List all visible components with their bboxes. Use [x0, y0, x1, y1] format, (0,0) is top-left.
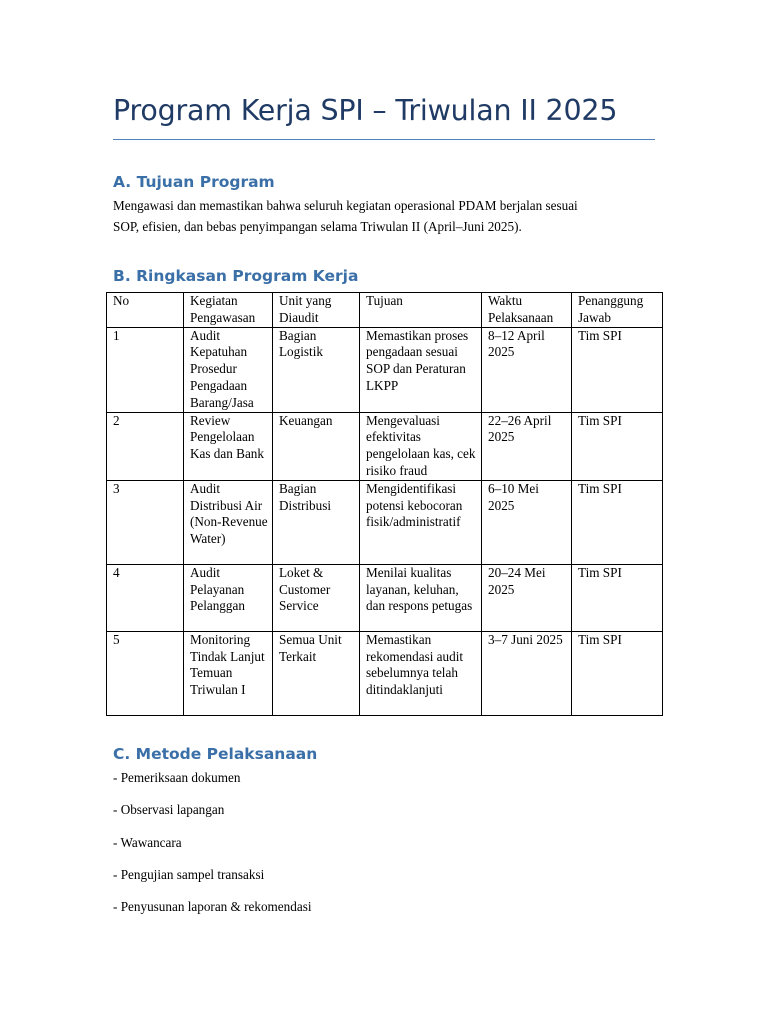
- paragraph-line: Mengawasi dan memastikan bahwa seluruh kegiatan operasional PDAM berjalan sesuai: [113, 198, 578, 213]
- cell-kegiatan: Audit Distribusi Air (Non-Revenue Water): [184, 480, 273, 564]
- header-penanggung-jawab: Penanggung Jawab: [572, 293, 663, 328]
- cell-unit: Semua Unit Terkait: [273, 631, 360, 715]
- table-row: [107, 327, 663, 412]
- title-underline: [113, 139, 655, 140]
- list-item: - Observasi lapangan: [113, 802, 225, 818]
- list-item: - Penyusunan laporan & rekomendasi: [113, 899, 312, 915]
- program-table: [106, 292, 663, 716]
- cell-tujuan: Menilai kualitas layanan, keluhan, dan respons petugas: [360, 564, 482, 631]
- header-no: No: [107, 293, 184, 328]
- cell-penanggung-jawab: Tim SPI: [572, 480, 663, 564]
- table-row: [107, 480, 663, 564]
- table-row: [107, 631, 663, 715]
- cell-no: 3: [107, 480, 184, 564]
- cell-tujuan: Memastikan proses pengadaan sesuai SOP dan Peraturan LKPP: [360, 327, 482, 412]
- document-title: Program Kerja SPI – Triwulan II 2025: [113, 94, 618, 127]
- table-row: [107, 564, 663, 631]
- cell-kegiatan: Audit Kepatuhan Prosedur Pengadaan Barang/Jasa: [184, 327, 273, 412]
- cell-no: 4: [107, 564, 184, 631]
- table-header-row: [107, 293, 663, 328]
- paragraph-line: SOP, efisien, dan bebas penyimpangan selama Triwulan II (April–Juni 2025).: [113, 219, 522, 234]
- cell-tujuan: Mengevaluasi efektivitas pengelolaan kas, cek risiko fraud: [360, 412, 482, 480]
- list-item: - Pemeriksaan dokumen: [113, 770, 241, 785]
- cell-no: 2: [107, 412, 184, 480]
- header-kegiatan: Kegiatan Pengawasan: [184, 293, 273, 328]
- cell-waktu: 3–7 Juni 2025: [482, 631, 572, 715]
- cell-penanggung-jawab: Tim SPI: [572, 564, 663, 631]
- cell-tujuan: Memastikan rekomendasi audit sebelumnya telah ditindaklanjuti: [360, 631, 482, 715]
- cell-kegiatan: Audit Pelayanan Pelanggan: [184, 564, 273, 631]
- method-list: [113, 768, 653, 929]
- section-a-paragraph: [113, 195, 653, 237]
- cell-unit: Keuangan: [273, 412, 360, 480]
- section-a-heading: A. Tujuan Program: [113, 173, 275, 191]
- section-c-heading: C. Metode Pelaksanaan: [113, 745, 318, 763]
- cell-kegiatan: Monitoring Tindak Lanjut Temuan Triwulan I: [184, 631, 273, 715]
- cell-waktu: 6–10 Mei 2025: [482, 480, 572, 564]
- section-b-heading: B. Ringkasan Program Kerja: [113, 267, 359, 285]
- list-item: - Pengujian sampel transaksi: [113, 866, 265, 882]
- cell-waktu: 22–26 April 2025: [482, 412, 572, 480]
- cell-penanggung-jawab: Tim SPI: [572, 631, 663, 715]
- list-item: - Wawancara: [113, 834, 182, 850]
- cell-tujuan: Mengidentifikasi potensi kebocoran fisik/administratif: [360, 480, 482, 564]
- cell-kegiatan: Review Pengelolaan Kas dan Bank: [184, 412, 273, 480]
- header-unit: Unit yang Diaudit: [273, 293, 360, 328]
- cell-waktu: 8–12 April 2025: [482, 327, 572, 412]
- cell-no: 1: [107, 327, 184, 412]
- cell-penanggung-jawab: Tim SPI: [572, 327, 663, 412]
- cell-penanggung-jawab: Tim SPI: [572, 412, 663, 480]
- cell-unit: Loket & Customer Service: [273, 564, 360, 631]
- table-row: [107, 412, 663, 480]
- cell-unit: Bagian Distribusi: [273, 480, 360, 564]
- cell-no: 5: [107, 631, 184, 715]
- cell-unit: Bagian Logistik: [273, 327, 360, 412]
- cell-waktu: 20–24 Mei 2025: [482, 564, 572, 631]
- header-tujuan: Tujuan: [360, 293, 482, 328]
- header-waktu: Waktu Pelaksanaan: [482, 293, 572, 328]
